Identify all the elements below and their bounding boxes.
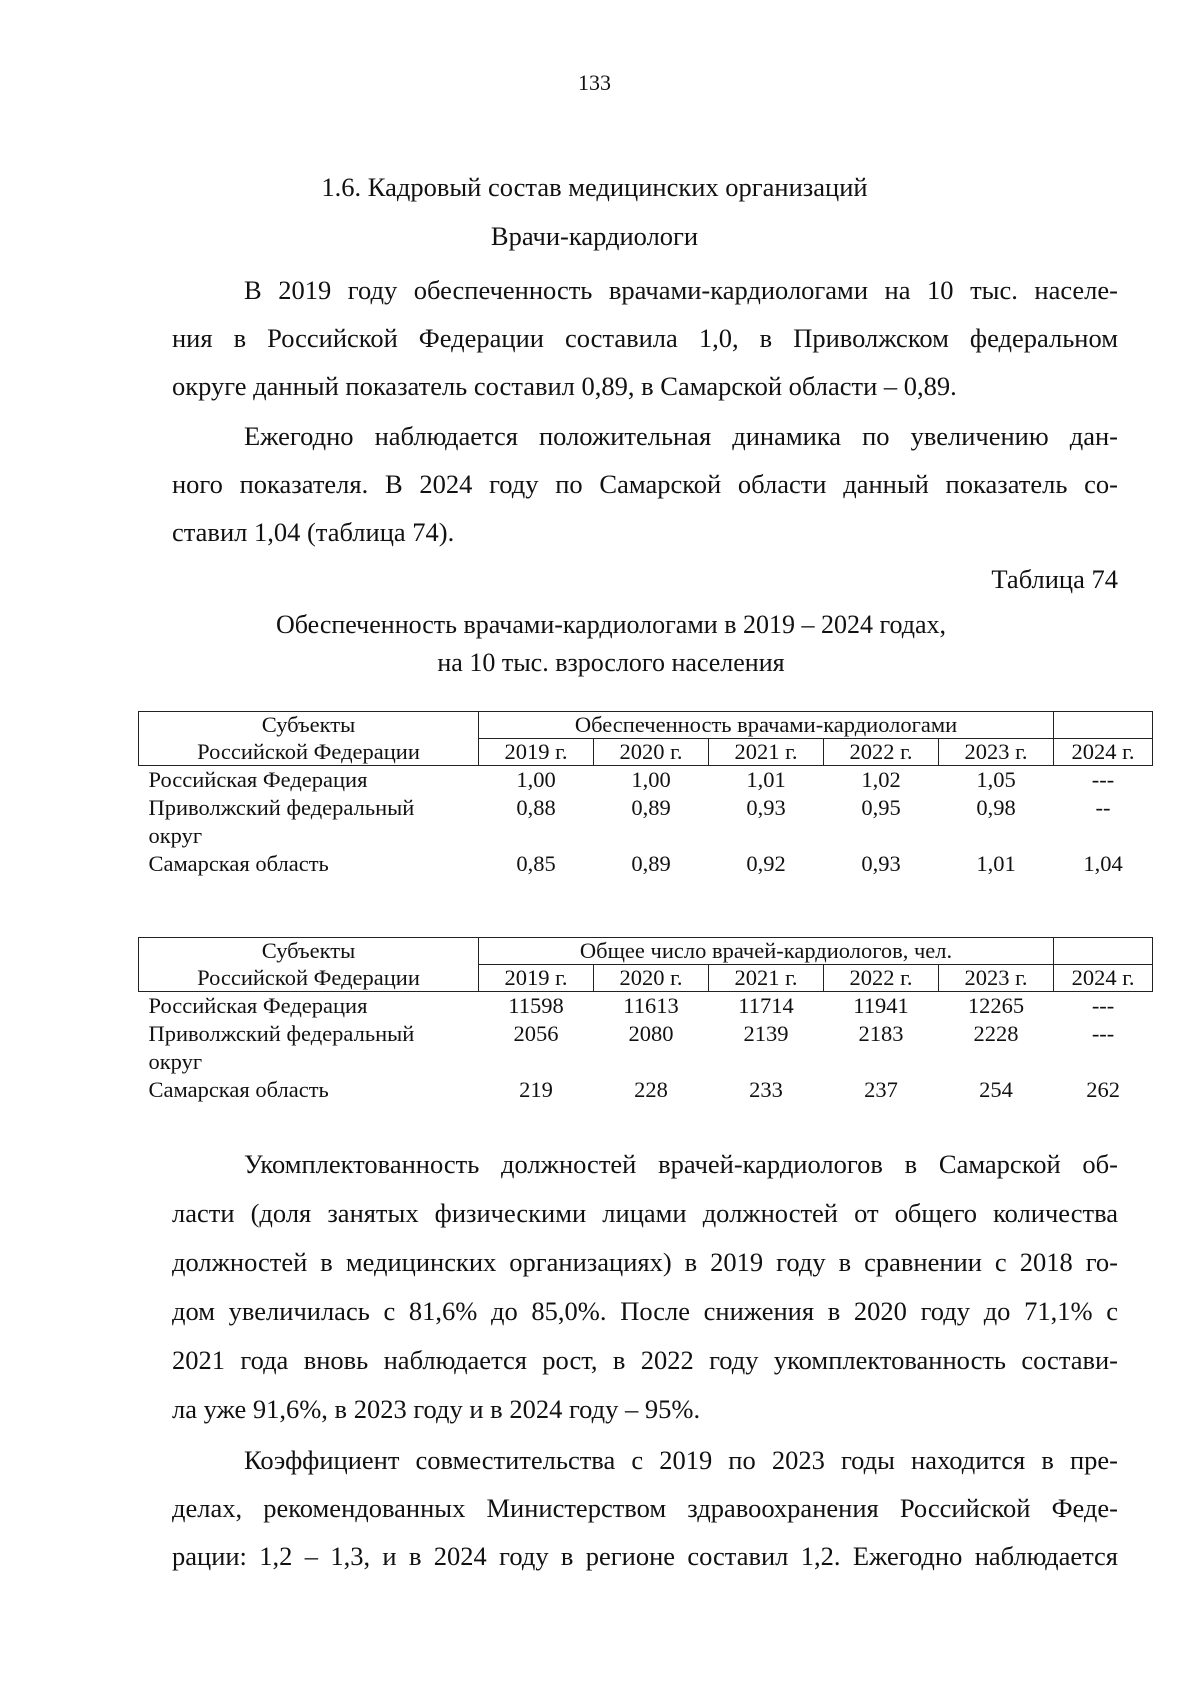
row-name: Самарская область xyxy=(148,851,329,876)
year-header: 2020 г. xyxy=(594,739,709,766)
paragraph-line: рации: 1,2 – 1,3, и в 2024 году в регионе составил 1,2. Ежегодно наблюдается xyxy=(172,1541,1118,1571)
year-header: 2019 г. xyxy=(479,965,594,992)
cell: 2080 xyxy=(628,1021,674,1046)
paragraph-line: ния в Российской Федерации составила 1,0, в Приволжском федеральном xyxy=(172,323,1118,353)
table-doctor-availability xyxy=(138,711,1153,878)
section-title: 1.6. Кадровый состав медицинских организаций xyxy=(321,172,868,202)
row-name-line: Приволжский федеральный xyxy=(148,1021,415,1046)
cell: 0,89 xyxy=(631,851,671,876)
cell: 1,01 xyxy=(976,851,1016,876)
cell: 2228 xyxy=(973,1021,1019,1046)
row-name xyxy=(139,1020,479,1076)
paragraph-line: дом увеличилась с 81,6% до 85,0%. После снижения в 2020 году до 71,1% с xyxy=(172,1296,1118,1326)
cell: 1,00 xyxy=(631,767,671,792)
year-header: 2024 г. xyxy=(1054,739,1153,766)
cell: 237 xyxy=(864,1077,898,1102)
table-row xyxy=(139,850,1153,878)
year-header: 2024 г. xyxy=(1054,965,1153,992)
table-doctor-count xyxy=(138,937,1153,1104)
paragraph-line: ставил 1,04 (таблица 74). xyxy=(172,517,455,547)
row-name-line: округ xyxy=(148,823,203,848)
cell: 0,93 xyxy=(861,851,901,876)
table-row xyxy=(139,1076,1153,1104)
paragraph-3 xyxy=(172,1140,1118,1434)
subject-header: Субъекты xyxy=(139,938,479,965)
cell: 11714 xyxy=(738,993,794,1018)
paragraph-2 xyxy=(172,412,1118,556)
paragraph-line: должностей в медицинских организациях) в 2019 году в сравнении с 2018 го- xyxy=(172,1247,1118,1277)
table-row xyxy=(139,992,1153,1021)
paragraph-4 xyxy=(172,1436,1118,1580)
paragraph-line: ласти (доля занятых физическими лицами должностей от общего количества xyxy=(172,1198,1118,1228)
paragraph-1 xyxy=(172,266,1118,410)
table-label: Таблица 74 xyxy=(991,564,1118,594)
empty-header xyxy=(1054,712,1153,739)
table-row xyxy=(139,766,1153,795)
table-caption-line-1: Обеспеченность врачами-кардиологами в 2019 – 2024 годах, xyxy=(275,610,947,639)
year-header: 2021 г. xyxy=(709,965,824,992)
year-header: 2023 г. xyxy=(939,739,1054,766)
row-name-line: округ xyxy=(148,1049,203,1074)
row-name-line: Приволжский федеральный xyxy=(148,795,415,820)
year-header: 2022 г. xyxy=(824,739,939,766)
cell: 1,00 xyxy=(516,767,556,792)
cell: 1,04 xyxy=(1083,851,1123,876)
empty-header xyxy=(1054,938,1153,965)
cell: 1,02 xyxy=(861,767,901,792)
paragraph-line: Коэффициент совместительства с 2019 по 2023 годы находится в пре- xyxy=(244,1445,1118,1475)
sub-title: Врачи-кардиологи xyxy=(490,221,699,251)
cell: --- xyxy=(1091,1021,1115,1046)
cell: -- xyxy=(1095,795,1111,820)
group-header: Обеспеченность врачами-кардиологами xyxy=(479,712,1054,739)
cell: 0,92 xyxy=(746,851,786,876)
table-caption-line-2: на 10 тыс. взрослого населения xyxy=(437,648,785,677)
cell: 0,98 xyxy=(976,795,1016,820)
paragraph-line: округе данный показатель составил 0,89, в Самарской области – 0,89. xyxy=(172,371,957,401)
paragraph-line: ла уже 91,6%, в 2023 году и в 2024 году – 95%. xyxy=(172,1394,701,1424)
cell: 254 xyxy=(979,1077,1013,1102)
paragraph-line: Укомплектованность должностей врачей-кардиологов в Самарской об- xyxy=(244,1149,1118,1179)
paragraph-line: Ежегодно наблюдается положительная динамика по увеличению дан- xyxy=(244,421,1118,451)
cell: 0,88 xyxy=(516,795,556,820)
cell: 228 xyxy=(634,1077,668,1102)
subject-header: Российской Федерации xyxy=(139,739,479,766)
paragraph-line: В 2019 году обеспеченность врачами-кардиологами на 10 тыс. населе- xyxy=(244,275,1118,305)
cell: 0,95 xyxy=(861,795,901,820)
paragraph-line: 2021 года вновь наблюдается рост, в 2022 году укомплектованность состави- xyxy=(172,1345,1118,1375)
year-header: 2023 г. xyxy=(939,965,1054,992)
paragraph-line: ного показателя. В 2024 году по Самарской области данный показатель со- xyxy=(172,469,1118,499)
year-header: 2020 г. xyxy=(594,965,709,992)
cell: 2183 xyxy=(858,1021,904,1046)
year-header: 2021 г. xyxy=(709,739,824,766)
cell: 11941 xyxy=(853,993,909,1018)
year-header: 2022 г. xyxy=(824,965,939,992)
cell: --- xyxy=(1091,993,1115,1018)
table-row xyxy=(139,1020,1153,1076)
paragraph-line: делах, рекомендованных Министерством здравоохранения Российской Феде- xyxy=(172,1493,1118,1523)
cell: 233 xyxy=(749,1077,783,1102)
cell: --- xyxy=(1091,767,1115,792)
page-number: 133 xyxy=(578,70,611,95)
subject-header: Субъекты xyxy=(139,712,479,739)
cell: 2139 xyxy=(743,1021,789,1046)
cell: 0,85 xyxy=(516,851,556,876)
row-name: Российская Федерация xyxy=(148,767,368,792)
cell: 0,93 xyxy=(746,795,786,820)
cell: 0,89 xyxy=(631,795,671,820)
cell: 1,01 xyxy=(746,767,786,792)
cell: 11598 xyxy=(508,993,564,1018)
row-name: Российская Федерация xyxy=(148,993,368,1018)
cell: 1,05 xyxy=(976,767,1016,792)
cell: 262 xyxy=(1086,1077,1120,1102)
subject-header: Российской Федерации xyxy=(139,965,479,992)
year-header: 2019 г. xyxy=(479,739,594,766)
row-name: Самарская область xyxy=(148,1077,329,1102)
cell: 12265 xyxy=(967,993,1025,1018)
cell: 219 xyxy=(519,1077,553,1102)
group-header: Общее число врачей-кардиологов, чел. xyxy=(479,938,1054,965)
cell: 2056 xyxy=(513,1021,559,1046)
table-row xyxy=(139,794,1153,850)
row-name xyxy=(139,794,479,850)
cell: 11613 xyxy=(623,993,679,1018)
